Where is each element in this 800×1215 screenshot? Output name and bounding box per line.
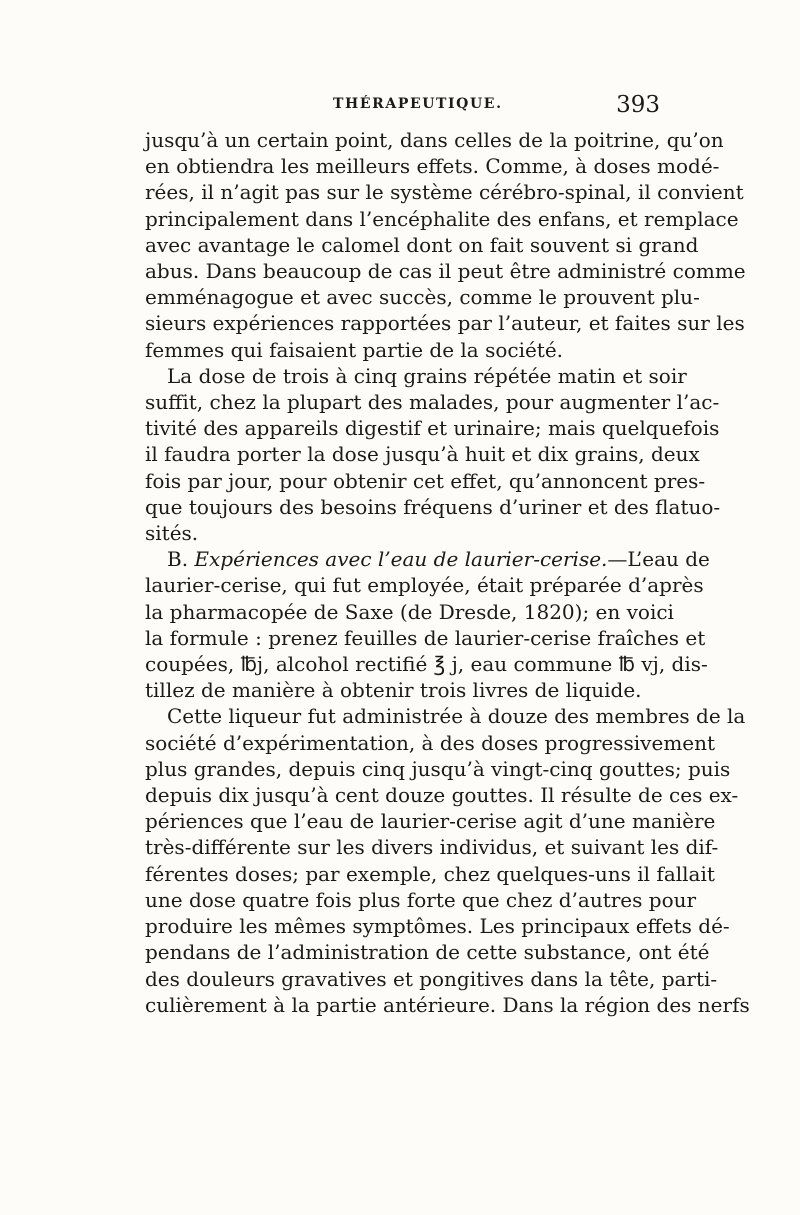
text-line: produire les mêmes symptômes. Les principaux effets dé- (145, 914, 730, 939)
text-line: périences que l’eau de laurier-cerise agit d’une manière (145, 809, 716, 834)
section-label: B. (167, 547, 189, 572)
text-line: culièrement à la partie antérieure. Dans la région des nerfs (145, 992, 750, 1017)
text-line: femmes qui faisaient partie de la société. (145, 337, 564, 362)
text-line: tillez de manière à obtenir trois livres de liquide. (145, 678, 642, 703)
text-line: férentes doses; par exemple, chez quelques-uns il fallait (145, 861, 715, 886)
text-line: il faudra porter la dose jusqu’à huit et dix grains, deux (145, 442, 700, 467)
text-line: la pharmacopée de Saxe (de Dresde, 1820); en voici (145, 599, 674, 624)
section-title: Expériences avec l’eau de laurier-cerise. (194, 547, 608, 572)
running-head-title: THÉRAPEUTIQUE. (333, 96, 503, 112)
text-line: très-différente sur les divers individus, et suivant les dif- (145, 835, 719, 860)
text-line: fois par jour, pour obtenir cet effet, qu’annoncent pres- (145, 468, 706, 493)
text-line: avec avantage le calomel dont on fait souvent si grand (145, 232, 699, 257)
text-line: tivité des appareils digestif et urinaire; mais quelquefois (145, 416, 720, 441)
text-line: La dose de trois à cinq grains répétée matin et soir (167, 363, 687, 388)
text-line: Cette liqueur fut administrée à douze des membres de la (167, 704, 746, 729)
text-line: des douleurs gravatives et pongitives dans la tête, parti- (145, 966, 718, 991)
text-line: que toujours des besoins fréquens d’uriner et des flatuo- (145, 494, 721, 519)
text-line: coupées, ℔j, alcohol rectifié ℥ j, eau commune ℔ vj, dis- (145, 652, 708, 677)
text-line: abus. Dans beaucoup de cas il peut être administré comme (145, 259, 746, 284)
text-line: une dose quatre fois plus forte que chez d’autres pour (145, 887, 697, 912)
text-line: en obtiendra les meilleurs effets. Comme, à doses modé- (145, 154, 720, 179)
text-line: emménagogue et avec succès, comme le prouvent plu- (145, 285, 700, 310)
text-line: laurier-cerise, qui fut employée, était préparée d’après (145, 573, 704, 598)
text-line: la formule : prenez feuilles de laurier-cerise fraîches et (145, 625, 706, 650)
text-line: depuis dix jusqu’à cent douze gouttes. Il résulte de ces ex- (145, 783, 739, 808)
text-line: sités. (145, 521, 199, 546)
text-line: société d’expérimentation, à des doses progressivement (145, 730, 716, 755)
text-line: plus grandes, depuis cinq jusqu’à vingt-cinq gouttes; puis (145, 756, 731, 781)
text-line: principalement dans l’encéphalite des enfans, et remplace (145, 206, 739, 231)
body-text (145, 127, 750, 1018)
section-heading-line (145, 546, 710, 572)
text-line: rées, il n’agit pas sur le système cérébro-spinal, il convient (145, 180, 744, 205)
text-line: pendans de l’administration de cette substance, ont été (145, 940, 710, 965)
page-number: 393 (616, 92, 660, 118)
text-line: suffit, chez la plupart des malades, pour augmenter l’ac- (145, 390, 720, 415)
text-line: sieurs expériences rapportées par l’auteur, et faites sur les (145, 311, 745, 336)
text-line: jusqu’à un certain point, dans celles de la poitrine, qu’on (145, 128, 724, 152)
running-head (145, 94, 660, 120)
section-first-line-rest: —L’eau de (607, 547, 710, 572)
